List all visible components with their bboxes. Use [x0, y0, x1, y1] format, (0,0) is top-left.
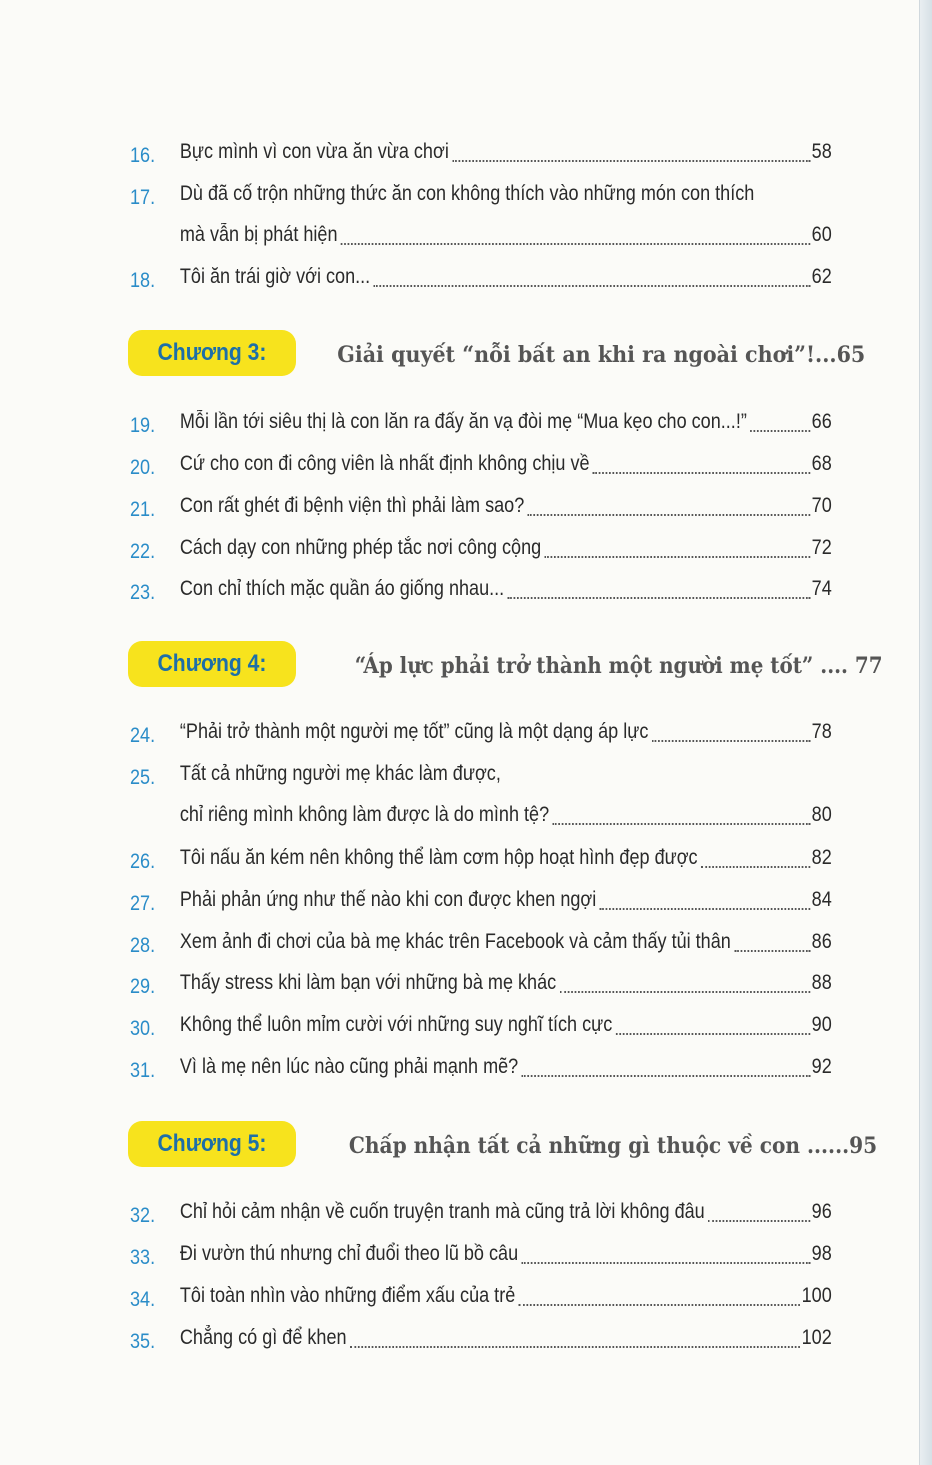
entry-title: Phải phản ứng như thế nào khi con được khen ngợi: [179, 888, 597, 911]
entry-number: 26.: [130, 850, 156, 873]
entry-title: Tôi ăn trái giờ với con...: [179, 265, 371, 288]
chapter-title: Giải quyết “nỗi bất an khi ra ngoài chơi”!...65: [337, 342, 866, 368]
chapter-heading[interactable]: [128, 641, 883, 689]
entry-number: 30.: [130, 1017, 156, 1040]
chapter-heading[interactable]: [128, 330, 866, 378]
dot-leader: [528, 514, 810, 516]
entry-title: Tất cả những người mẹ khác làm được,: [179, 762, 501, 785]
entry-number: 35.: [130, 1330, 156, 1353]
toc-entry-continued[interactable]: [130, 795, 832, 835]
entry-page: 86: [811, 930, 832, 953]
dot-leader: [616, 1033, 810, 1035]
entry-page: 84: [811, 888, 832, 911]
toc-entry[interactable]: [130, 1234, 832, 1274]
entry-title: Đi vườn thú nhưng chỉ đuổi theo lũ bồ câu: [179, 1242, 519, 1265]
toc-entry[interactable]: [130, 444, 832, 484]
entry-title: Mỗi lần tới siêu thị là con lăn ra đấy ăn vạ đòi mẹ “Mua kẹo cho con...!”: [179, 410, 747, 433]
entry-title: Con chỉ thích mặc quần áo giống nhau...: [179, 577, 505, 600]
entry-number: 21.: [130, 498, 156, 521]
entry-number: 27.: [130, 892, 156, 915]
entry-number: 29.: [130, 975, 156, 998]
toc-entry[interactable]: [130, 712, 832, 752]
entry-title: Không thể luôn mỉm cười với những suy nghĩ tích cực: [179, 1013, 613, 1036]
toc-entry[interactable]: [130, 1005, 832, 1045]
entry-title: Cứ cho con đi công viên là nhất định không chịu về: [179, 452, 590, 475]
toc-entry[interactable]: [130, 1047, 832, 1087]
entry-page: 62: [811, 265, 832, 288]
toc-entry[interactable]: [130, 754, 832, 794]
entry-number: 25.: [130, 766, 156, 789]
dot-leader: [452, 160, 810, 162]
toc-entry[interactable]: [130, 922, 832, 962]
entry-title: “Phải trở thành một người mẹ tốt” cũng là một dạng áp lực: [179, 720, 649, 743]
chapter-heading[interactable]: [128, 1121, 878, 1169]
entry-page: 66: [811, 410, 832, 433]
entry-number: 19.: [130, 414, 156, 437]
entry-number: 31.: [130, 1059, 156, 1082]
dot-leader: [600, 908, 810, 910]
entry-page: 98: [811, 1242, 832, 1265]
dot-leader: [545, 556, 810, 558]
entry-number: 28.: [130, 934, 156, 957]
entry-number: 17.: [130, 186, 156, 209]
dot-leader: [519, 1304, 800, 1306]
dot-leader: [522, 1262, 810, 1264]
entry-number: 22.: [130, 540, 156, 563]
entry-number: 24.: [130, 724, 156, 747]
toc-entry[interactable]: [130, 1192, 832, 1232]
toc-entry[interactable]: [130, 402, 832, 442]
toc-entry[interactable]: [130, 1318, 832, 1358]
entry-title: Tôi nấu ăn kém nên không thể làm cơm hộp hoạt hình đẹp được: [179, 846, 698, 869]
dot-leader: [652, 740, 810, 742]
entry-title: Tôi toàn nhìn vào những điểm xấu của trẻ: [179, 1284, 516, 1307]
entry-title: Chỉ hỏi cảm nhận về cuốn truyện tranh mà cũng trả lời không đâu: [179, 1200, 705, 1223]
entry-title: Con rất ghét đi bệnh viện thì phải làm sao?: [179, 494, 525, 517]
entry-number: 32.: [130, 1204, 156, 1227]
entry-page: 96: [811, 1200, 832, 1223]
dot-leader: [593, 472, 810, 474]
chapter-label: Chương 5:: [157, 1130, 267, 1157]
dot-leader: [553, 823, 810, 825]
dot-leader: [374, 285, 810, 287]
entry-number: 34.: [130, 1288, 156, 1311]
entry-number: 20.: [130, 456, 156, 479]
entry-page: 74: [811, 577, 832, 600]
dot-leader: [750, 430, 810, 432]
entry-number: 33.: [130, 1246, 156, 1269]
dot-leader: [350, 1346, 800, 1348]
toc-entry[interactable]: [130, 1276, 832, 1316]
chapter-title: “Áp lực phải trở thành một người mẹ tốt” .... 77: [354, 653, 883, 679]
dot-leader: [522, 1075, 810, 1077]
dot-leader: [341, 243, 810, 245]
entry-page: 90: [811, 1013, 832, 1036]
entry-title: Vì là mẹ nên lúc nào cũng phải mạnh mẽ?: [179, 1055, 519, 1078]
entry-title: Bực mình vì con vừa ăn vừa chơi: [179, 140, 449, 163]
entry-title: Thấy stress khi làm bạn với những bà mẹ khác: [179, 971, 557, 994]
entry-title-continued: mà vẫn bị phát hiện: [179, 223, 338, 246]
chapter-label: Chương 4:: [157, 650, 267, 677]
entry-title: Cách dạy con những phép tắc nơi công cộng: [179, 536, 542, 559]
toc-entry[interactable]: [130, 569, 832, 609]
toc-entry[interactable]: [130, 963, 832, 1003]
entry-page: 60: [811, 223, 832, 246]
entry-number: 16.: [130, 144, 156, 167]
toc-entry-continued[interactable]: [130, 215, 832, 255]
entry-page: 82: [811, 846, 832, 869]
entry-page: 58: [811, 140, 832, 163]
entry-page: 78: [811, 720, 832, 743]
dot-leader: [701, 866, 810, 868]
entry-page: 92: [811, 1055, 832, 1078]
toc-entry[interactable]: [130, 486, 832, 526]
toc-entry[interactable]: [130, 838, 832, 878]
entry-title: Dù đã cố trộn những thức ăn con không thích vào những món con thích: [179, 182, 755, 205]
entry-page: 70: [811, 494, 832, 517]
entry-title-continued: chỉ riêng mình không làm được là do mình tệ?: [179, 803, 550, 826]
entry-page: 102: [801, 1326, 832, 1349]
entry-number: 23.: [130, 581, 156, 604]
entry-page: 100: [801, 1284, 832, 1307]
dot-leader: [734, 950, 810, 952]
toc-entry[interactable]: [130, 257, 832, 297]
toc-entry[interactable]: [130, 880, 832, 920]
entry-title: Chẳng có gì để khen: [179, 1326, 347, 1349]
entry-page: 72: [811, 536, 832, 559]
toc-entry[interactable]: [130, 528, 832, 568]
dot-leader: [560, 991, 810, 993]
entry-page: 80: [811, 803, 832, 826]
chapter-label: Chương 3:: [157, 339, 267, 366]
entry-page: 68: [811, 452, 832, 475]
dot-leader: [708, 1220, 810, 1222]
dot-leader: [508, 597, 810, 599]
chapter-title: Chấp nhận tất cả những gì thuộc về con ......95: [348, 1133, 878, 1159]
toc-entry[interactable]: [130, 132, 832, 172]
entry-page: 88: [811, 971, 832, 994]
entry-title: Xem ảnh đi chơi của bà mẹ khác trên Facebook và cảm thấy tủi thân: [179, 930, 731, 953]
toc-entry[interactable]: [130, 174, 832, 214]
entry-number: 18.: [130, 269, 156, 292]
